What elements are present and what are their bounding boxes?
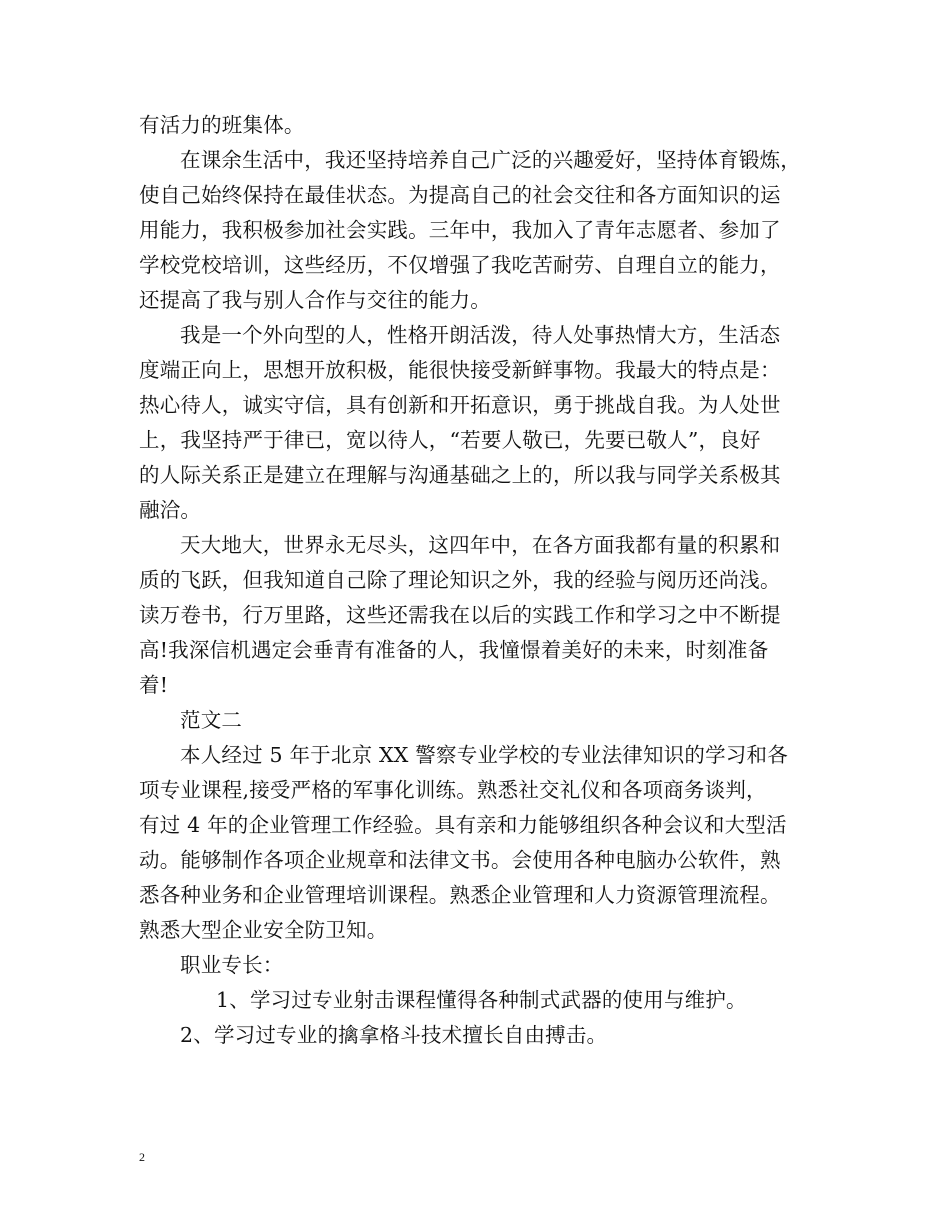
section-heading: 范文二 [180, 708, 243, 732]
text-line: 高!我深信机遇定会垂青有准备的人，我憧憬着美好的未来，时刻准备 [139, 638, 769, 662]
page-number: 2 [139, 1150, 145, 1164]
text-line: 有过 4 年的企业管理工作经验。具有亲和力能够组织各种会议和大型活 [139, 813, 787, 837]
list-item: 2、学习过专业的擒拿格斗技术擅长自由搏击。 [180, 1023, 608, 1047]
text-line: 用能力，我积极参加社会实践。三年中，我加入了青年志愿者、参加了 [139, 218, 781, 242]
text-line: 的人际关系正是建立在理解与沟通基础之上的，所以我与同学关系极其 [139, 463, 781, 487]
paragraph-start: 在课余生活中，我还坚持培养自己广泛的兴趣爱好，坚持体育锻炼， [180, 148, 801, 172]
text-line: 学校党校培训，这些经历，不仅增强了我吃苦耐劳、自理自立的能力， [139, 253, 781, 277]
paragraph-start: 我是一个外向型的人，性格开朗活泼，待人处事热情大方，生活态 [180, 323, 781, 347]
section-heading: 职业专长： [180, 953, 284, 977]
paragraph-start: 天大地大，世界永无尽头，这四年中，在各方面我都有量的积累和 [180, 533, 781, 557]
text-line: 融洽。 [139, 498, 202, 522]
body-text [139, 108, 829, 1053]
text-line: 上，我坚持严于律已，宽以待人，“若要人敬已，先要已敬人”，良好 [139, 428, 761, 452]
text-line: 质的飞跃，但我知道自己除了理论知识之外，我的经验与阅历还尚浅。 [139, 568, 781, 592]
text-line: 悉各种业务和企业管理培训课程。熟悉企业管理和人力资源管理流程。 [139, 883, 781, 907]
text-line: 熟悉大型企业安全防卫知。 [139, 918, 388, 942]
text-line: 项专业课程,接受严格的军事化训练。熟悉社交礼仪和各项商务谈判， [139, 778, 767, 802]
text-line: 使自己始终保持在最佳状态。为提高自己的社会交往和各方面知识的运 [139, 183, 781, 207]
text-line: 还提高了我与别人合作与交往的能力。 [139, 288, 491, 312]
text-line: 有活力的班集体。 [139, 113, 305, 137]
text-line: 热心待人，诚实守信，具有创新和开拓意识，勇于挑战自我。为人处世 [139, 393, 781, 417]
paragraph-start: 本人经过 5 年于北京 XX 警察专业学校的专业法律知识的学习和各 [180, 743, 788, 767]
text-line: 读万卷书，行万里路，这些还需我在以后的实践工作和学习之中不断提 [139, 603, 781, 627]
text-line: 着! [139, 673, 169, 697]
text-line: 度端正向上，思想开放积极，能很快接受新鲜事物。我最大的特点是： [139, 358, 781, 382]
list-item: 1、学习过专业射击课程懂得各种制式武器的使用与维护。 [216, 988, 747, 1012]
text-line: 动。能够制作各项企业规章和法律文书。会使用各种电脑办公软件，熟 [139, 848, 781, 872]
